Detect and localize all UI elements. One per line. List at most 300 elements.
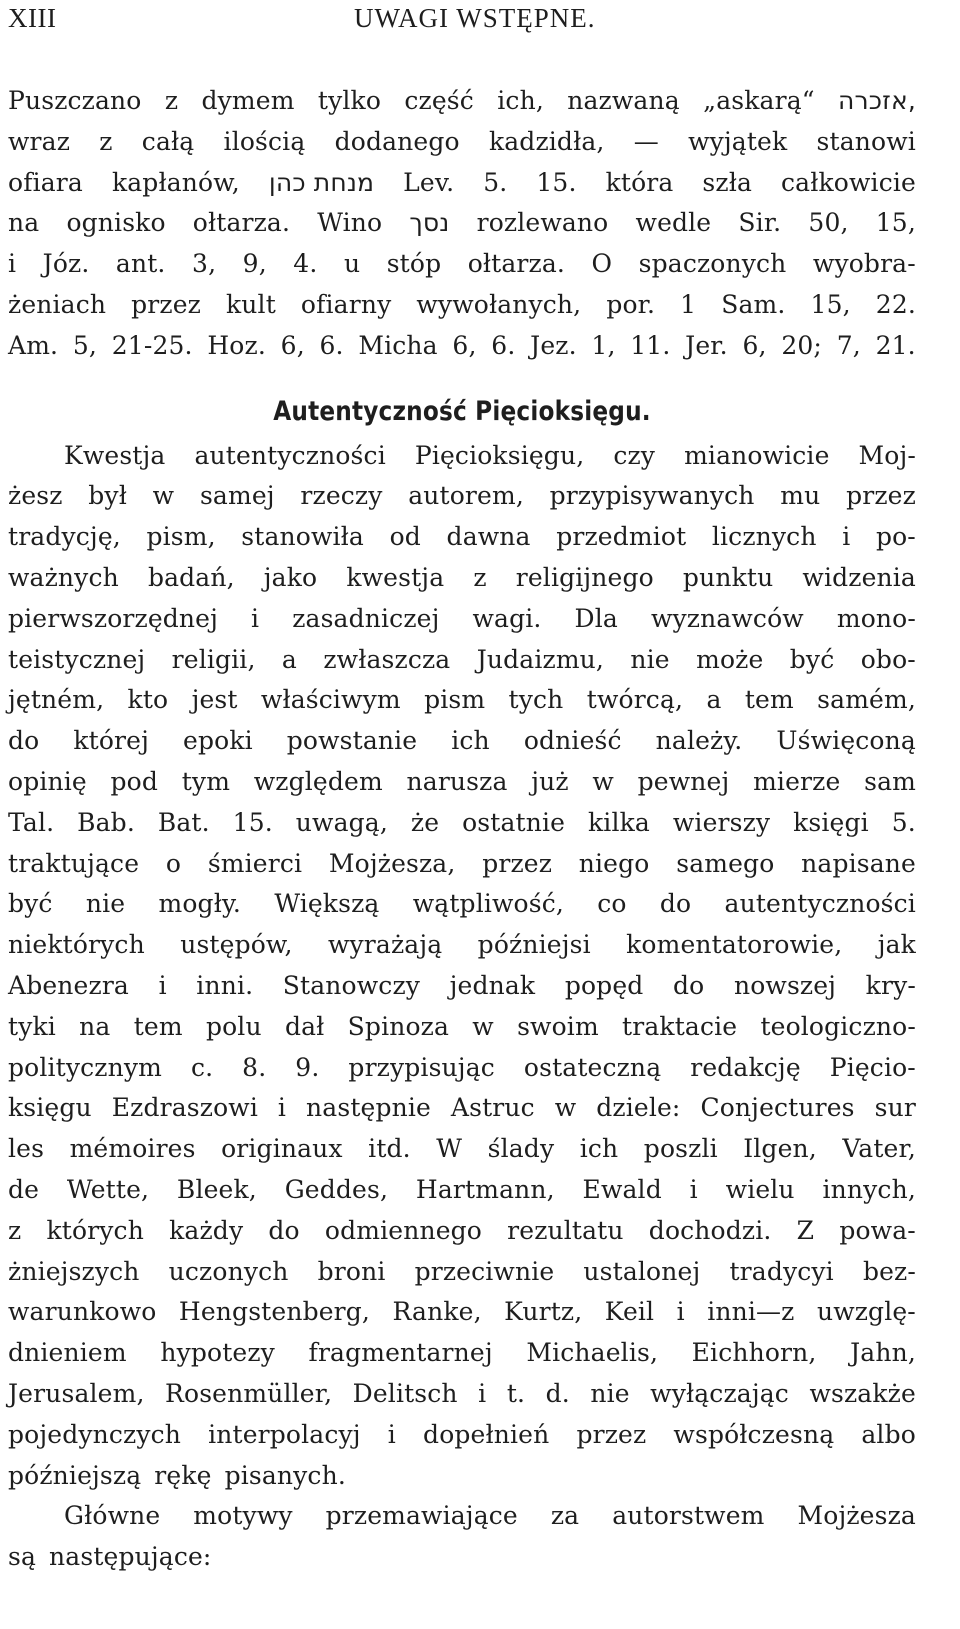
word: dodanego <box>334 126 460 156</box>
word: inni—z <box>707 1297 795 1327</box>
word: Tal. <box>8 807 55 837</box>
word: nowszej <box>733 970 837 1000</box>
word: Ranke, <box>392 1297 482 1327</box>
word: Wette, <box>66 1174 150 1204</box>
text-line <box>8 1537 916 1578</box>
word: teistycznej <box>8 644 146 674</box>
word: 15. <box>536 167 577 197</box>
word: Spinoza <box>347 1011 450 1041</box>
word: Bab. <box>77 807 135 837</box>
word: a <box>706 685 722 715</box>
word: Eichhorn, <box>691 1338 817 1368</box>
word: Rosenmüller, <box>165 1378 333 1408</box>
word: u <box>343 249 361 279</box>
word: i <box>842 522 851 552</box>
word: komentatorowie, <box>626 930 843 960</box>
word: Hartmann, <box>415 1174 555 1204</box>
word: na <box>79 1011 111 1041</box>
word: Większą <box>274 889 380 919</box>
word: do <box>659 889 692 919</box>
word: ich <box>451 726 490 756</box>
word: ostatnie <box>462 807 566 837</box>
word: uwzglę- <box>816 1297 916 1327</box>
word: itd. <box>368 1134 411 1164</box>
word: mianowicie <box>684 440 830 470</box>
word: 6, <box>452 330 477 360</box>
word: נסך <box>409 208 450 238</box>
word: c. <box>190 1052 214 1082</box>
word: W <box>436 1134 463 1164</box>
word: ostateczną <box>523 1052 662 1082</box>
word: Pięcio- <box>829 1052 916 1082</box>
text-line <box>8 1292 916 1333</box>
text-line <box>8 1007 916 1048</box>
word: Wino <box>317 208 383 238</box>
word: licznych <box>711 522 817 552</box>
word: motywy <box>193 1501 293 1531</box>
word: należy. <box>655 726 743 756</box>
word: religijnego <box>515 562 654 592</box>
word: wyłączając <box>650 1378 789 1408</box>
word: napisane <box>801 848 916 878</box>
word: sam <box>864 766 916 796</box>
text-line <box>8 436 916 477</box>
word: wywołanych, <box>416 289 582 319</box>
word: tem <box>744 685 794 715</box>
word: Michaelis, <box>526 1338 659 1368</box>
word: opinię <box>8 766 87 796</box>
word: wielu <box>725 1174 795 1204</box>
word: interpolacyj <box>208 1419 361 1449</box>
word: dochodzi. <box>648 1215 772 1245</box>
word: ofiarny <box>300 289 392 319</box>
word: mémoires <box>69 1134 196 1164</box>
word: księgu <box>8 1093 92 1123</box>
word: Conjectures <box>700 1093 855 1123</box>
word: teologiczno- <box>760 1011 916 1041</box>
word: warunkowo <box>8 1297 157 1327</box>
word: ustalonej <box>583 1256 701 1286</box>
word: Główne <box>64 1501 161 1531</box>
word: 50, <box>808 208 849 238</box>
section-heading: Autentyczność Pięcioksięgu. <box>273 395 651 427</box>
word: Puszczano <box>8 86 142 115</box>
word: pewnej <box>637 766 730 796</box>
word: stanowiła <box>241 522 364 552</box>
intro-paragraph <box>8 81 916 367</box>
word: ołtarza. <box>467 249 565 279</box>
word: 6. <box>319 330 344 360</box>
word: — <box>633 126 659 156</box>
text-line <box>8 558 916 599</box>
word: szła <box>702 167 753 197</box>
word: por. <box>606 289 656 319</box>
word: zasadniczej <box>292 603 440 633</box>
word: Keil <box>604 1297 655 1327</box>
word: za <box>550 1501 580 1531</box>
word: o <box>165 848 182 878</box>
word: Bat. <box>157 807 210 837</box>
text-line <box>8 1129 916 1170</box>
word: przez <box>131 289 201 319</box>
word: powa- <box>839 1215 916 1245</box>
word: nie <box>590 1378 630 1408</box>
word: ich <box>579 1134 619 1164</box>
word: traktujące <box>8 848 140 878</box>
word: pism, <box>146 522 216 552</box>
word: 1 <box>680 289 697 319</box>
text-line <box>8 1252 916 1293</box>
word: אזכרה, <box>838 86 916 115</box>
word: od <box>389 522 421 552</box>
running-title: UWAGI WSTĘPNE. <box>354 3 596 33</box>
word: Lev. <box>403 167 455 197</box>
word: wierszy <box>672 807 771 837</box>
text-line <box>8 285 916 326</box>
word: Jerusalem, <box>8 1378 145 1408</box>
word: Am. <box>8 330 59 360</box>
word: księgi <box>793 807 869 837</box>
word: może <box>696 644 764 674</box>
word: Geddes, <box>284 1174 389 1204</box>
word: mu <box>780 481 821 511</box>
text-line <box>8 844 916 885</box>
word: właściwym <box>260 685 401 715</box>
word: przeciwnie <box>414 1256 555 1286</box>
word: dziele: <box>596 1093 681 1123</box>
word: 11. <box>630 330 671 360</box>
word: późniejszą <box>8 1460 142 1490</box>
book-page <box>8 0 916 1578</box>
word: Jer. <box>685 330 728 360</box>
word: fragmentarnej <box>308 1338 493 1368</box>
word: następnie <box>306 1093 431 1123</box>
word: badań, <box>147 562 235 592</box>
word: originaux <box>221 1134 343 1164</box>
word: 9, <box>242 249 267 279</box>
word: tradycję, <box>8 522 121 552</box>
word: ilością <box>223 126 306 156</box>
word: 15. <box>232 807 273 837</box>
word: Mojżesza, <box>328 848 456 878</box>
word: pierwszorzędnej <box>8 603 219 633</box>
word: tradycyi <box>729 1256 834 1286</box>
text-line <box>8 599 916 640</box>
word: mono- <box>836 603 916 633</box>
word: tych <box>508 685 564 715</box>
word: Vater, <box>842 1134 916 1164</box>
word: rękę <box>154 1460 212 1490</box>
word: i <box>478 1378 487 1408</box>
word: wyznawców <box>650 603 804 633</box>
word: rezultatu <box>507 1215 624 1245</box>
word: uwagą, <box>295 807 388 837</box>
word: mogły. <box>158 889 242 919</box>
word: kapłanów, <box>111 167 240 197</box>
word: Sam. <box>721 289 786 319</box>
word: ołtarza. <box>192 208 291 238</box>
word: ofiara <box>8 167 83 197</box>
word: religii, <box>171 644 256 674</box>
word: z <box>164 86 179 115</box>
word: i <box>676 1297 685 1327</box>
word: rozlewano <box>476 208 609 238</box>
word: że <box>410 807 440 837</box>
word: wyjątek <box>688 126 788 156</box>
word: inni. <box>196 970 254 1000</box>
word: ognisko <box>66 208 166 238</box>
word: część <box>404 86 474 115</box>
text-line <box>8 122 916 163</box>
word: dał <box>284 1011 325 1041</box>
text-line <box>8 640 916 681</box>
word: tylko <box>317 86 382 115</box>
word: tem <box>133 1011 183 1041</box>
running-head <box>8 0 916 44</box>
word: która <box>605 167 674 197</box>
word: powstanie <box>286 726 418 756</box>
word: co <box>597 889 627 919</box>
word: których <box>46 1215 144 1245</box>
word: Ilgen, <box>743 1134 817 1164</box>
text-line <box>8 1415 916 1456</box>
word: a <box>281 644 297 674</box>
word: każdy <box>169 1215 244 1245</box>
word: broni <box>317 1256 386 1286</box>
word: ant. <box>115 249 166 279</box>
word: dymem <box>201 86 295 115</box>
word: 8. <box>242 1052 267 1082</box>
text-line <box>8 326 916 367</box>
word: całą <box>141 126 195 156</box>
word: samém, <box>817 685 916 715</box>
text-line <box>8 762 916 803</box>
word: 15, <box>810 289 851 319</box>
word: rzeczy <box>300 481 383 511</box>
word: dnieniem <box>8 1338 127 1368</box>
word: narusza <box>406 766 508 796</box>
text-line <box>8 1211 916 1252</box>
word: jak <box>877 930 916 960</box>
text-line <box>8 163 916 204</box>
word: być <box>8 889 53 919</box>
word: pod <box>110 766 159 796</box>
word: nie <box>630 644 670 674</box>
word: 6. <box>491 330 516 360</box>
word: ważnych <box>8 562 119 592</box>
word: współczesną <box>673 1419 835 1449</box>
word: Abenezra <box>8 970 129 1000</box>
text-line <box>8 1456 916 1497</box>
word: ich, <box>497 86 544 115</box>
word: spaczonych <box>638 249 787 279</box>
word: 6, <box>742 330 767 360</box>
word: Mojżesza <box>797 1501 916 1531</box>
word: t. <box>506 1378 526 1408</box>
word: następujące: <box>49 1542 212 1572</box>
word: żniejszych <box>8 1256 140 1286</box>
word: hypotezy <box>160 1338 275 1368</box>
word: do <box>673 970 705 1000</box>
word: w <box>152 481 175 511</box>
word: wszakże <box>809 1378 916 1408</box>
word: autorstwem <box>612 1501 765 1531</box>
word: pojedynczych <box>8 1419 182 1449</box>
word: Delitsch <box>352 1378 458 1408</box>
word: i <box>251 603 260 633</box>
word: Judaizmu, <box>476 644 605 674</box>
word: z <box>473 562 487 592</box>
word: sur <box>874 1093 916 1123</box>
word: są <box>8 1542 37 1572</box>
word: 21. <box>875 330 916 360</box>
word: odnieść <box>523 726 622 756</box>
word: Pięcioksięgu, <box>414 440 585 470</box>
word: był <box>88 481 127 511</box>
word: O <box>591 249 613 279</box>
word: widzenia <box>802 562 916 592</box>
text-line <box>8 680 916 721</box>
word: autentyczności <box>194 440 386 470</box>
word: żeniach <box>8 289 107 319</box>
word: z <box>99 126 113 156</box>
text-line <box>8 244 916 285</box>
word: być <box>789 644 835 674</box>
word: przez <box>576 1419 647 1449</box>
word: Dla <box>574 603 618 633</box>
page-number: XIII <box>8 3 57 33</box>
word: względem <box>253 766 383 796</box>
word: redakcję <box>690 1052 801 1082</box>
word: 1, <box>591 330 616 360</box>
word: les <box>8 1134 45 1164</box>
word: 6, <box>280 330 305 360</box>
word: Ezdraszowi <box>111 1093 258 1123</box>
word: Uświęconą <box>776 726 916 756</box>
word: bez- <box>862 1256 916 1286</box>
text-line <box>8 925 916 966</box>
word: 3, <box>192 249 217 279</box>
word: jest <box>191 685 238 715</box>
word: Kurtz, <box>504 1297 583 1327</box>
word: kto <box>127 685 169 715</box>
word: swoim <box>517 1011 599 1041</box>
word: w <box>592 766 614 796</box>
word: wagi. <box>472 603 542 633</box>
text-line <box>8 81 916 122</box>
word: Stanowczy <box>282 970 421 1000</box>
word: odmiennego <box>324 1215 483 1245</box>
word: niego <box>578 848 650 878</box>
word: całkowicie <box>781 167 916 197</box>
word: i <box>689 1174 698 1204</box>
text-line <box>8 1088 916 1129</box>
word: 9. <box>295 1052 320 1082</box>
word: do <box>8 726 40 756</box>
word: polu <box>205 1011 262 1041</box>
text-line <box>8 1333 916 1374</box>
word: i <box>277 1093 287 1123</box>
word: de <box>8 1174 40 1204</box>
word: Jez. <box>530 330 577 360</box>
word: 4. <box>293 249 318 279</box>
word: מנחת כהן <box>268 167 375 197</box>
word: mierze <box>753 766 841 796</box>
word: politycznym <box>8 1052 162 1082</box>
word: kilka <box>588 807 650 837</box>
word: czy <box>613 440 656 470</box>
word: wyobra- <box>812 249 916 279</box>
word: dopełnień <box>423 1419 550 1449</box>
word: przypisywanych <box>549 481 755 511</box>
text-line <box>8 476 916 517</box>
word: kult <box>226 289 276 319</box>
word: innych, <box>822 1174 916 1204</box>
word: obo- <box>860 644 916 674</box>
word: Astruc <box>450 1093 535 1123</box>
word: tyki <box>8 1011 56 1041</box>
word: „askarą“ <box>703 86 815 115</box>
word: przypisując <box>348 1052 495 1082</box>
word: stóp <box>386 249 442 279</box>
word: twórcą, <box>586 685 684 715</box>
word: Jahn, <box>850 1338 916 1368</box>
word: z <box>8 1215 22 1245</box>
word: Moj- <box>858 440 916 470</box>
word: Sir. <box>738 208 782 238</box>
text-line <box>8 884 916 925</box>
word: wraz <box>8 126 71 156</box>
word: w <box>472 1011 494 1041</box>
text-line <box>8 1170 916 1211</box>
word: poszli <box>643 1134 718 1164</box>
word: pisanych. <box>224 1460 346 1490</box>
word: epoki <box>183 726 253 756</box>
word: późniejsi <box>477 930 591 960</box>
closing-paragraph <box>8 1496 916 1578</box>
text-line <box>8 721 916 762</box>
word: której <box>73 726 150 756</box>
word: 20; <box>781 330 822 360</box>
word: 22. <box>875 289 916 319</box>
word: 21-25. <box>111 330 193 360</box>
text-line <box>8 517 916 558</box>
word: ślady <box>487 1134 555 1164</box>
word: Ewald <box>582 1174 662 1204</box>
word: traktacie <box>622 1011 738 1041</box>
word: jednak <box>449 970 536 1000</box>
text-line <box>8 1374 916 1415</box>
word: tym <box>181 766 231 796</box>
text-line <box>8 803 916 844</box>
word: niektórych <box>8 930 145 960</box>
word: samego <box>676 848 775 878</box>
word: kadzidła, <box>488 126 605 156</box>
word: 15, <box>875 208 916 238</box>
word: 7, <box>836 330 861 360</box>
word: stanowi <box>816 126 916 156</box>
word: do <box>268 1215 300 1245</box>
word: jętném, <box>8 685 105 715</box>
word: żesz <box>8 481 63 511</box>
word: w <box>554 1093 577 1123</box>
word: Hoz. <box>207 330 266 360</box>
word: na <box>8 208 40 238</box>
word: i <box>387 1419 396 1449</box>
word: Bleek, <box>176 1174 257 1204</box>
word: 5. <box>483 167 508 197</box>
word: samej <box>199 481 275 511</box>
